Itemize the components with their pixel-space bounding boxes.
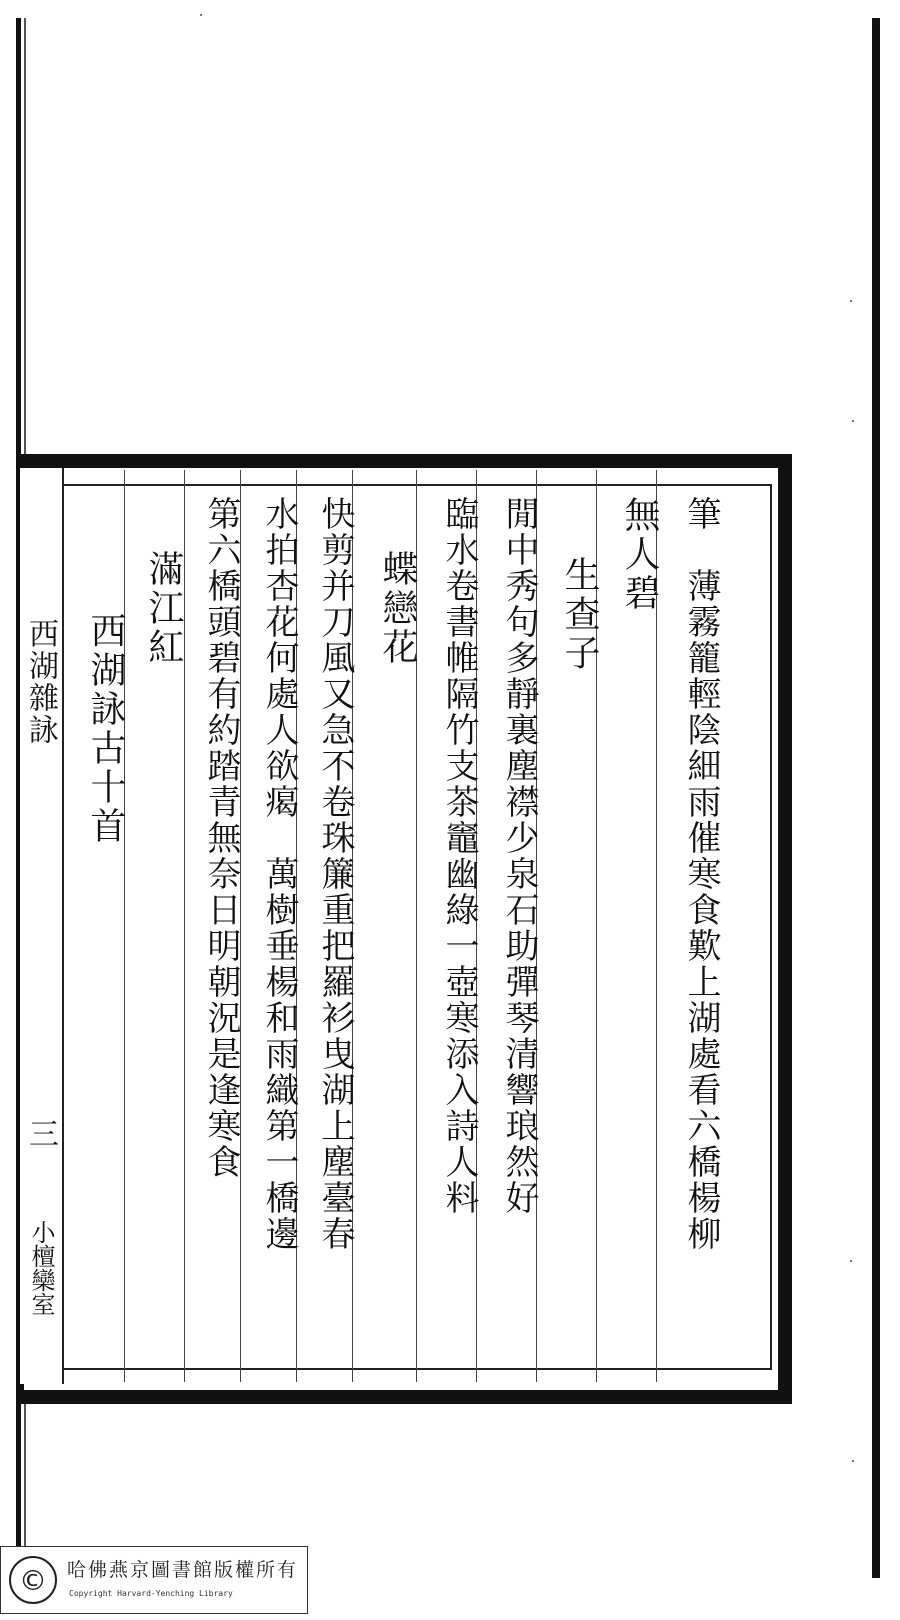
text-column-5: 臨水卷書帷隔竹支茶竈幽綠一壺寒添入詩人料 bbox=[439, 496, 479, 1216]
column-rule bbox=[124, 470, 125, 1382]
text-column-12-heading: 西湖詠古十首 bbox=[85, 612, 126, 846]
text-column-2: 無人碧 bbox=[619, 496, 660, 613]
copyright-icon: © bbox=[9, 1556, 57, 1604]
spine-page-number: 三 bbox=[23, 1118, 58, 1148]
text-column-3-heading: 生查子 bbox=[559, 556, 600, 673]
copyright-stamp bbox=[0, 1546, 308, 1614]
text-column-6-heading: 蝶戀花 bbox=[377, 550, 418, 667]
text-column-1: 筆 薄霧籠輕陰細雨催寒食歎上湖處看六橋楊柳 bbox=[681, 496, 721, 1252]
scan-speck bbox=[850, 300, 852, 302]
book-spine-strip bbox=[20, 468, 64, 1384]
scan-speck bbox=[200, 14, 202, 16]
text-column-9: 第六橋頭碧有約踏青無奈日明朝況是逢寒食 bbox=[201, 496, 241, 1180]
text-column-7: 快剪并刀風又急不卷珠簾重把羅衫曳湖上塵臺春 bbox=[315, 496, 355, 1252]
text-column-10-heading: 滿江紅 bbox=[143, 550, 184, 667]
spine-title: 西湖雜詠 bbox=[23, 618, 58, 746]
scan-speck bbox=[852, 420, 854, 422]
text-column-4: 閒中秀句多靜裏塵襟少泉石助彈琴清響琅然好 bbox=[499, 496, 539, 1216]
scan-speck bbox=[850, 1260, 852, 1262]
spine-studio-name: 小檀欒室 bbox=[27, 1220, 55, 1316]
copyright-english: Copyright Harvard-Yenching Library bbox=[69, 1589, 233, 1598]
copyright-chinese: 哈佛燕京圖書館版權所有 bbox=[67, 1559, 299, 1581]
text-column-8: 水拍杏花何處人欲𤸎 萬樹垂楊和雨織第一橋邊 bbox=[259, 496, 299, 1252]
scan-speck bbox=[852, 1460, 854, 1462]
page-edge-right bbox=[872, 18, 880, 1578]
